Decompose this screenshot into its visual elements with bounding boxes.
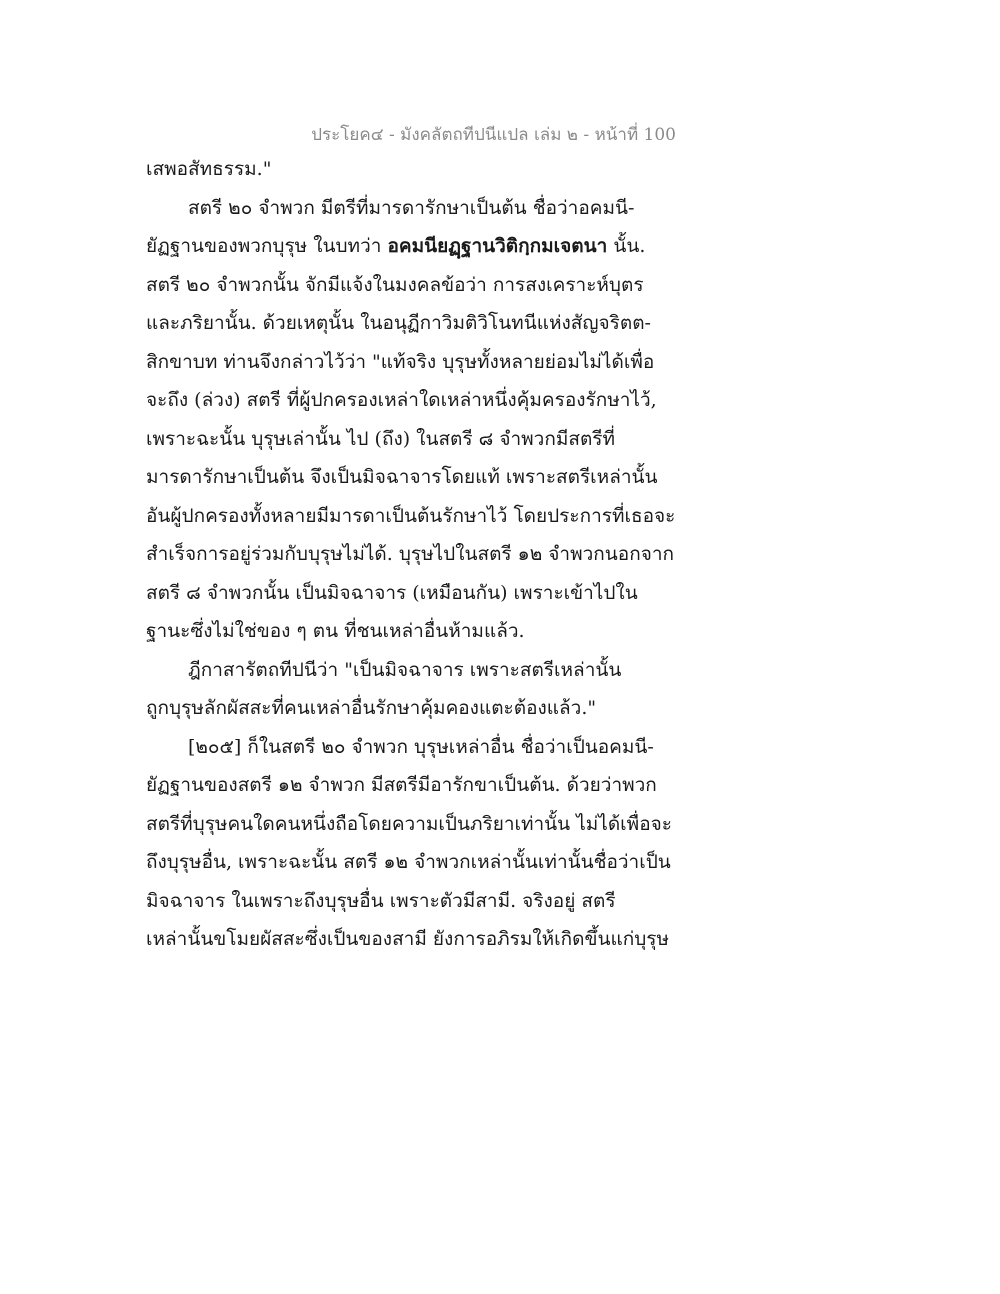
pali-term: อคมนียฏฺฐานวิติกฺกมเจตนา	[387, 235, 608, 257]
text-segment: นั้น.	[607, 235, 646, 257]
text-line: เพราะฉะนั้น บุรุษเล่านั้น ไป (ถึง) ในสตรี ๘ จำพวกมีสตรีที่	[146, 427, 616, 450]
text-line: ยัฏฐานของสตรี ๑๒ จำพวก มีสตรีมีอารักขาเป็นต้น. ด้วยว่าพวก	[146, 774, 657, 796]
text-line: และภริยานั้น. ด้วยเหตุนั้น ในอนุฏีกาวิมติวิโนทนีแห่งสัญจริตต-	[146, 312, 651, 334]
text-line: ถึงบุรุษอื่น, เพราะฉะนั้น สตรี ๑๒ จำพวกเหล่านั้นเท่านั้นชื่อว่าเป็น	[146, 851, 671, 873]
text-line: สตรี ๘ จำพวกนั้น เป็นมิจฉาจาร (เหมือนกัน) เพราะเข้าไปใน	[146, 581, 638, 604]
text-line: มารดารักษาเป็นต้น จึงเป็นมิจฉาจารโดยแท้ เพราะสตรีเหล่านั้น	[146, 466, 658, 488]
text-line: สิกขาบท ท่านจึงกล่าวไว้ว่า "แท้จริง บุรุษทั้งหลายย่อมไม่ได้เพื่อ	[146, 350, 655, 373]
text-line: ถูกบุรุษลักผัสสะที่คนเหล่าอื่นรักษาคุ้มคองแตะต้องแล้ว."	[146, 697, 597, 719]
text-line: สำเร็จการอยู่ร่วมกับบุรุษไม่ได้. บุรุษไปในสตรี ๑๒ จำพวกนอกจาก	[146, 543, 675, 565]
paragraph-first-line: [๒๐๕] ก็ในสตรี ๒๐ จำพวก บุรุษเหล่าอื่น ชื่อว่าเป็นอคมนี-	[188, 735, 654, 758]
body-text	[146, 150, 706, 959]
paragraph-first-line: ฎีกาสารัตถทีปนีว่า "เป็นมิจฉาจาร เพราะสตรีเหล่านั้น	[188, 658, 622, 681]
text-line: สตรีที่บุรุษคนใดคนหนึ่งถือโดยความเป็นภริยาเท่านั้น ไม่ได้เพื่อจะ	[146, 812, 672, 835]
text-line: ฐานะซึ่งไม่ใช่ของ ๆ ตน ที่ชนเหล่าอื่นห้ามแล้ว.	[146, 620, 525, 642]
text-line: เสพอสัทธรรม."	[146, 158, 272, 180]
text-line: มิจฉาจาร ในเพราะถึงบุรุษอื่น เพราะตัวมีสามี. จริงอยู่ สตรี	[146, 889, 616, 912]
paragraph-first-line: สตรี ๒๐ จำพวก มีตรีที่มารดารักษาเป็นต้น ชื่อว่าอคมนี-	[188, 196, 635, 219]
text-line: สตรี ๒๐ จำพวกนั้น จักมีแจ้งในมงคลข้อว่า การสงเคราะห์บุตร	[146, 273, 644, 296]
text-line: เหล่านั้นขโมยผัสสะซึ่งเป็นของสามี ยังการอภิรมให้เกิดขึ้นแก่บุรุษ	[146, 928, 670, 950]
text-line-with-term	[146, 227, 706, 266]
running-header: ประโยค๔ - มังคลัตถทีปนีแปล เล่ม ๒ - หน้าที่ 100	[311, 125, 676, 145]
text-line: อันผู้ปกครองทั้งหลายมีมารดาเป็นต้นรักษาไว้ โดยประการที่เธอจะ	[146, 504, 676, 527]
text-segment: ยัฏฐานของพวกบุรุษ ในบทว่า	[146, 235, 388, 257]
text-line: จะถึง (ล่วง) สตรี ที่ผู้ปกครองเหล่าใดเหล่าหนึ่งคุ้มครองรักษาไว้,	[146, 389, 657, 411]
